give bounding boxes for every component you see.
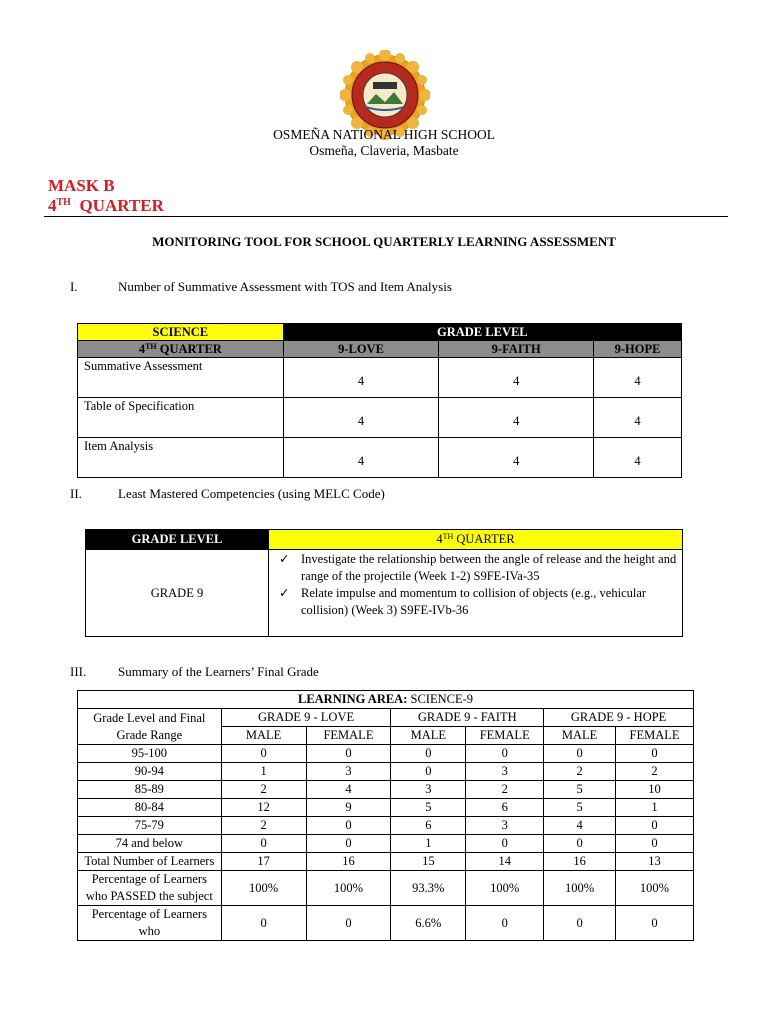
cell-value: 100%: [616, 871, 694, 906]
cell-value: 4: [283, 358, 439, 398]
cell-value: 3: [391, 781, 466, 799]
sub-header: MALE: [391, 727, 466, 745]
cell-value: 0: [391, 763, 466, 781]
cell-value: 4: [306, 781, 391, 799]
row-label: Percentage of Learners who PASSED the subject: [78, 871, 222, 906]
row-label: 90-94: [78, 763, 222, 781]
quarter-suffix: TH: [442, 532, 454, 541]
sub-header: FEMALE: [306, 727, 391, 745]
cell-value: 1: [391, 835, 466, 853]
mask-label: [48, 176, 164, 216]
quarter-number: 4: [436, 532, 443, 546]
cell-value: 4: [439, 398, 594, 438]
cell-value: 17: [221, 853, 306, 871]
row-label: Item Analysis: [78, 438, 284, 478]
table-row: [78, 835, 694, 853]
group-header: GRADE 9 - HOPE: [544, 709, 694, 727]
competency-list: [269, 550, 683, 637]
quarter-suffix: TH: [56, 197, 71, 208]
list-item: [279, 551, 678, 585]
cell-value: 0: [616, 745, 694, 763]
passed-row: [78, 871, 694, 906]
row-label: Summative Assessment: [78, 358, 284, 398]
check-icon: ✓: [279, 552, 290, 566]
school-name: OSMEÑA NATIONAL HIGH SCHOOL: [273, 127, 495, 142]
row-label: Percentage of Learners who: [78, 906, 222, 941]
cell-value: 6: [466, 799, 544, 817]
table-row: [78, 438, 682, 478]
quarter-word: QUARTER: [456, 532, 515, 546]
cell-value: 4: [439, 438, 594, 478]
learning-area-label: LEARNING AREA:: [297, 692, 408, 706]
document-title: MONITORING TOOL FOR SCHOOL QUARTERLY LEARNING ASSESSMENT: [152, 234, 616, 249]
cell-value: 2: [466, 781, 544, 799]
cell-value: 0: [391, 745, 466, 763]
column-header: 9-LOVE: [283, 341, 439, 358]
cell-value: 1: [616, 799, 694, 817]
table-row: [78, 763, 694, 781]
sub-header: MALE: [544, 727, 616, 745]
row-label: 75-79: [78, 817, 222, 835]
cell-value: 0: [221, 745, 306, 763]
cell-value: 0: [616, 835, 694, 853]
header-divider: [44, 216, 728, 217]
table-row: [78, 817, 694, 835]
sub-header: MALE: [221, 727, 306, 745]
cell-value: 2: [544, 763, 616, 781]
section-number: II.: [70, 486, 82, 501]
cell-value: 4: [594, 438, 682, 478]
grade-cell: GRADE 9: [86, 550, 269, 637]
row-label: Table of Specification: [78, 398, 284, 438]
cell-value: 0: [466, 745, 544, 763]
cell-value: 2: [221, 817, 306, 835]
section-title: Summary of the Learners’ Final Grade: [118, 664, 319, 679]
cell-value: 0: [466, 906, 544, 941]
sub-header: FEMALE: [616, 727, 694, 745]
cell-value: 3: [306, 763, 391, 781]
grade-level-header: GRADE LEVEL: [86, 530, 269, 550]
cell-value: 0: [544, 835, 616, 853]
cell-value: 100%: [306, 871, 391, 906]
cell-value: 0: [221, 835, 306, 853]
column-header: 9-FAITH: [439, 341, 594, 358]
cell-value: 0: [616, 906, 694, 941]
cell-value: 5: [391, 799, 466, 817]
cell-value: 12: [221, 799, 306, 817]
cell-value: 4: [283, 398, 439, 438]
cell-value: 4: [439, 358, 594, 398]
cell-value: 100%: [466, 871, 544, 906]
sub-header: FEMALE: [466, 727, 544, 745]
section-number: I.: [70, 279, 78, 294]
quarter-suffix: TH: [145, 341, 157, 351]
cell-value: 0: [306, 745, 391, 763]
cell-value: 5: [544, 799, 616, 817]
list-item: [279, 585, 678, 619]
cell-value: 4: [544, 817, 616, 835]
quarter-header: [269, 530, 683, 550]
learning-area-value: SCIENCE-9: [410, 692, 473, 706]
quarter-number: 4: [48, 196, 57, 215]
cell-value: 4: [594, 358, 682, 398]
row-label: 74 and below: [78, 835, 222, 853]
cell-value: 100%: [221, 871, 306, 906]
cell-value: 15: [391, 853, 466, 871]
cell-value: 0: [306, 817, 391, 835]
quarter-number: 4: [138, 341, 146, 356]
cell-value: 2: [221, 781, 306, 799]
cell-value: 2: [616, 763, 694, 781]
quarter-word: QUARTER: [159, 341, 222, 356]
cell-value: 0: [306, 906, 391, 941]
cell-value: 4: [283, 438, 439, 478]
cell-value: 0: [616, 817, 694, 835]
table-row: [78, 398, 682, 438]
cell-value: 0: [221, 906, 306, 941]
cell-value: 0: [466, 835, 544, 853]
cell-value: 1: [221, 763, 306, 781]
check-icon: ✓: [279, 586, 290, 600]
cell-value: 3: [466, 763, 544, 781]
competencies-table: [85, 529, 683, 637]
quarter-line: [48, 196, 164, 216]
table-row: [78, 358, 682, 398]
cell-value: 9: [306, 799, 391, 817]
row-label: 95-100: [78, 745, 222, 763]
table-row: [78, 799, 694, 817]
final-grade-table: [77, 690, 694, 941]
competency-text: Relate impulse and momentum to collision of objects (e.g., vehicular collision) (Week 3) S9FE-IVb-36: [301, 586, 647, 617]
table-row: [78, 781, 694, 799]
cell-value: 6: [391, 817, 466, 835]
cell-value: 5: [544, 781, 616, 799]
table-row: [78, 745, 694, 763]
section-title: Number of Summative Assessment with TOS and Item Analysis: [118, 279, 452, 294]
section-title: Least Mastered Competencies (using MELC Code): [118, 486, 385, 501]
school-address: Osmeña, Claveria, Masbate: [309, 143, 459, 158]
cell-value: 13: [616, 853, 694, 871]
cell-value: 16: [544, 853, 616, 871]
cell-value: 16: [306, 853, 391, 871]
cell-value: 93.3%: [391, 871, 466, 906]
cell-value: 100%: [544, 871, 616, 906]
cell-value: 10: [616, 781, 694, 799]
competency-text: Investigate the relationship between the angle of release and the height and range of the projectile (Week 1-2) S9FE-IVa-35: [301, 552, 677, 583]
range-header: Grade Level and Final Grade Range: [78, 709, 222, 745]
section-number: III.: [70, 664, 87, 679]
cell-value: 0: [306, 835, 391, 853]
group-header: GRADE 9 - FAITH: [391, 709, 544, 727]
assessment-table: [77, 323, 682, 478]
row-label: Total Number of Learners: [78, 853, 222, 871]
subject-header: SCIENCE: [78, 324, 284, 341]
row-label: 80-84: [78, 799, 222, 817]
column-header: 9-HOPE: [594, 341, 682, 358]
mask-line: MASK B: [48, 176, 115, 195]
cell-value: 3: [466, 817, 544, 835]
cell-value: 0: [544, 745, 616, 763]
cell-value: 4: [594, 398, 682, 438]
cell-value: 6.6%: [391, 906, 466, 941]
failed-row: [78, 906, 694, 941]
cell-value: 0: [544, 906, 616, 941]
quarter-header: [78, 341, 284, 358]
learning-area-header: [78, 691, 694, 709]
cell-value: 14: [466, 853, 544, 871]
row-label: 85-89: [78, 781, 222, 799]
quarter-word: QUARTER: [79, 196, 164, 215]
grade-level-header: GRADE LEVEL: [283, 324, 681, 341]
total-row: [78, 853, 694, 871]
group-header: GRADE 9 - LOVE: [221, 709, 391, 727]
